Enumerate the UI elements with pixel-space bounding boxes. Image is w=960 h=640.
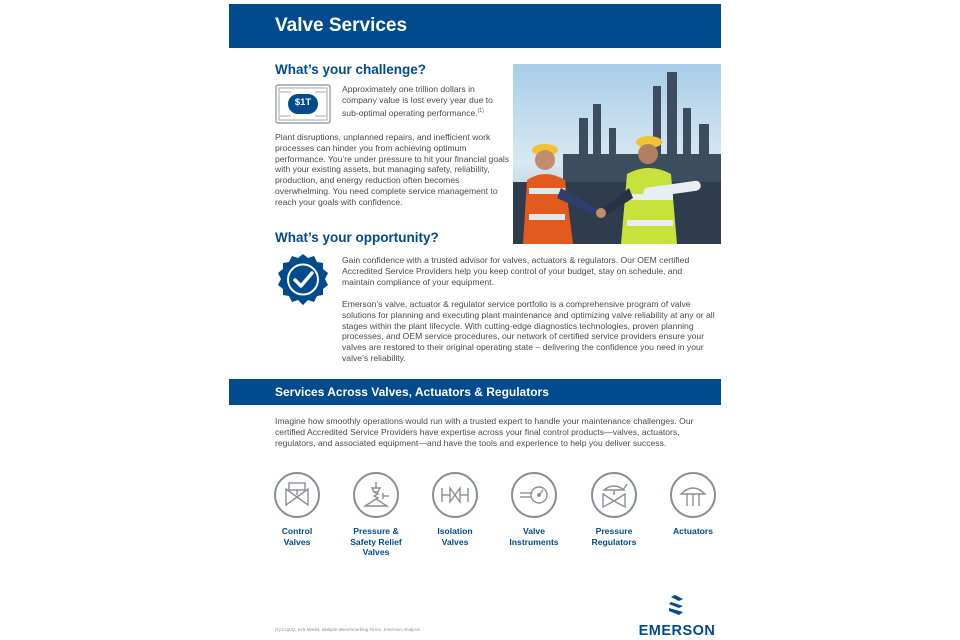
- service-label: Control Valves: [281, 526, 313, 547]
- service-label: Pressure & Safety Relief Valves: [350, 526, 402, 557]
- page-title: Valve Services: [275, 15, 408, 36]
- service-pressure-regulators: [574, 472, 654, 547]
- service-label: Valve Instruments: [509, 526, 559, 547]
- relief-valve-icon: [353, 472, 399, 518]
- service-control-valves: [257, 472, 337, 547]
- emerson-logo-icon: [667, 594, 687, 616]
- verified-badge-icon: [275, 252, 331, 308]
- valve-instrument-icon: [511, 472, 557, 518]
- service-valve-instruments: [494, 472, 574, 547]
- challenge-callout: Approximately one trillion dollars in company value is lost every year due to sub-optimal operating performance.$^{(1)}$: [342, 84, 493, 118]
- emerson-logo-text: EMERSON: [638, 623, 716, 639]
- isolation-valve-icon: [432, 472, 478, 518]
- money-icon-label: $1T: [294, 97, 312, 108]
- emerson-logo: [631, 594, 723, 639]
- service-label: Actuators: [672, 526, 714, 536]
- opportunity-callout: Gain confidence with a trusted advisor for valves, actuators & regulators. Our OEM certified Accredited Service Providers help you keep control of your budget, stay on schedule, and maintain compliance of your equipment.: [342, 255, 690, 287]
- control-valve-icon: [274, 472, 320, 518]
- services-heading: Services Across Valves, Actuators & Regulators: [275, 385, 549, 399]
- challenge-body: Plant disruptions, unplanned repairs, and inefficient work processes can hinder you from achieving optimum performance. You’re under pressure to hit your financial goals with your existing assets, but managing safety, reliability, production, and energy reduction often becomes overwhelming. You need complete service management to reach your goals with confidence.: [275, 132, 510, 207]
- pressure-regulator-icon: [591, 472, 637, 518]
- challenge-heading: What’s your challenge?: [275, 62, 427, 77]
- document-page: [229, 0, 721, 640]
- workers-handshake-photo: [513, 64, 721, 244]
- services-section-bar: [229, 379, 721, 405]
- callout-reference: (1): [477, 107, 484, 114]
- footnote: (1) CapIQ, IHS Markit, Multiple Benchmarking Firms, Emerson Analysis: [275, 627, 421, 632]
- actuator-icon: [670, 472, 716, 518]
- service-label: Pressure Regulators: [591, 526, 637, 547]
- money-icon: [275, 84, 331, 124]
- service-isolation-valves: [415, 472, 495, 547]
- service-relief-valves: [336, 472, 416, 558]
- service-actuators: [653, 472, 733, 537]
- title-bar: [229, 4, 721, 48]
- service-label: Isolation Valves: [437, 526, 473, 547]
- opportunity-heading: What’s your opportunity?: [275, 230, 439, 245]
- services-intro: Imagine how smoothly operations would run with a trusted expert to handle your maintenance challenges. Our certified Accredited Service Providers have expertise across your final control products—valves, actuators, regulators, and associated equipment—and have the tools and experience to help you deliver success.: [275, 416, 694, 448]
- opportunity-body: Emerson’s valve, actuator & regulator service portfolio is a comprehensive program of valve solutions for planning and executing plant maintenance and optimizing valve reliability at any or all stages within the plant lifecycle. With cutting-edge diagnostics technologies, proven planning processes, and OEM service procedures, our network of certified service providers ensure your valves are restored to their original operating state – delivering the confidence you need in your valve’s reliability.: [342, 299, 715, 363]
